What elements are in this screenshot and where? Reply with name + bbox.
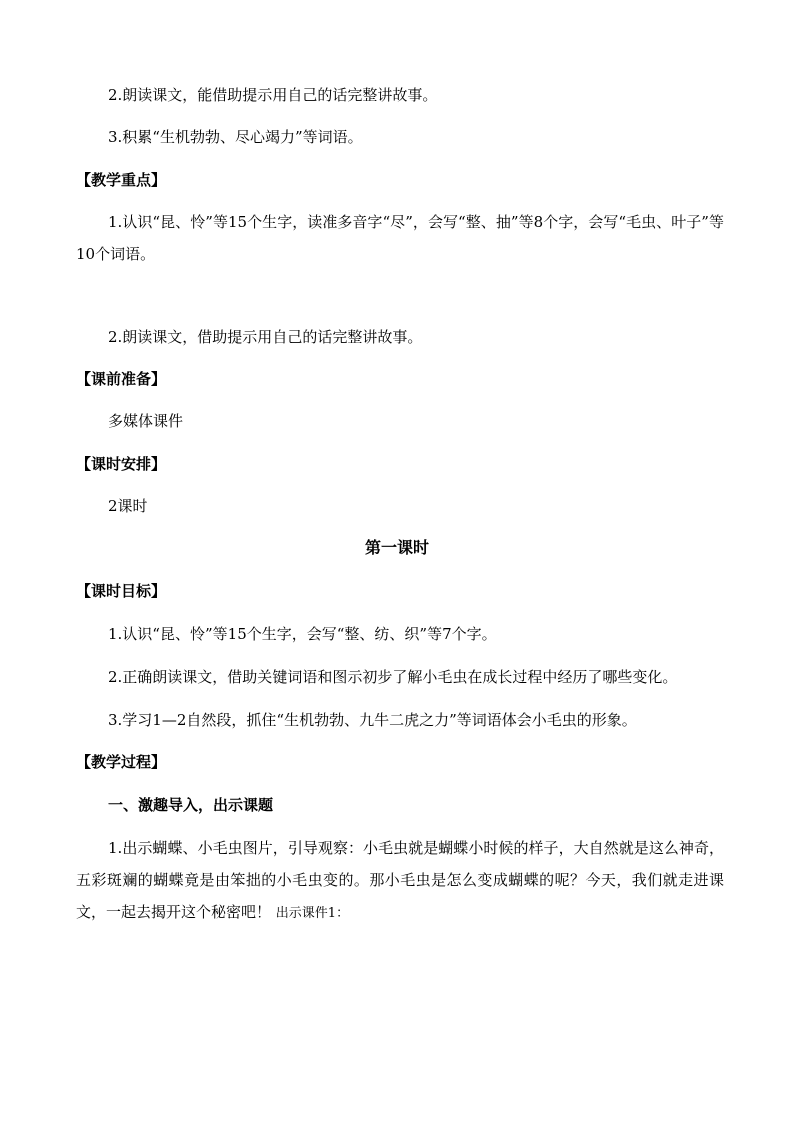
lesson-title: 第一课时 [364, 538, 429, 557]
preparation-text: 多媒体课件 [108, 412, 184, 430]
schedule-text: 2课时 [108, 497, 148, 515]
lesson-goal-3: 3.学习1—2自然段，抓住“生机勃勃、九牛二虎之力”等词语体会小毛虫的形象。 [108, 711, 637, 729]
goal-item-2: 2.朗读课文，能借助提示用自己的话完整讲故事。 [108, 86, 438, 104]
lesson-goal-1: 1.认识“昆、怜”等15个生字，会写“整、纺、织”等7个字。 [108, 625, 497, 643]
courseware-note: 出示课件1： [275, 906, 350, 921]
teaching-focus-heading: 【教学重点】 [76, 171, 167, 189]
goal-item-3: 3.积累“生机勃勃、尽心竭力”等词语。 [108, 128, 363, 146]
focus-item-1: 1.认识“昆、怜”等15个生字，读准多音字“尽”，会写“整、抽”等8个字，会写“毛虫、叶子”等10个词语。 [76, 213, 724, 263]
schedule-heading: 【课时安排】 [76, 455, 167, 473]
intro-paragraph-text: 1.出示蝴蝶、小毛虫图片，引导观察：小毛虫就是蝴蝶小时候的样子，大自然就是这么神奇，五彩斑斓的蝴蝶竟是由笨拙的小毛虫变的。那小毛虫是怎么变成蝴蝶的呢？今天，我们就走进课文，一起去揭开这个秘密吧！ [76, 839, 724, 921]
intro-paragraph [76, 832, 724, 930]
preparation-heading: 【课前准备】 [76, 370, 167, 388]
focus-item-2: 2.朗读课文，借助提示用自己的话完整讲故事。 [108, 328, 423, 346]
process-heading: 【教学过程】 [76, 753, 167, 771]
lesson-goal-2: 2.正确朗读课文，借助关键词语和图示初步了解小毛虫在成长过程中经历了哪些变化。 [108, 668, 678, 686]
section-heading: 一、激趣导入，出示课题 [108, 796, 274, 814]
lesson-goals-heading: 【课时目标】 [76, 582, 167, 600]
